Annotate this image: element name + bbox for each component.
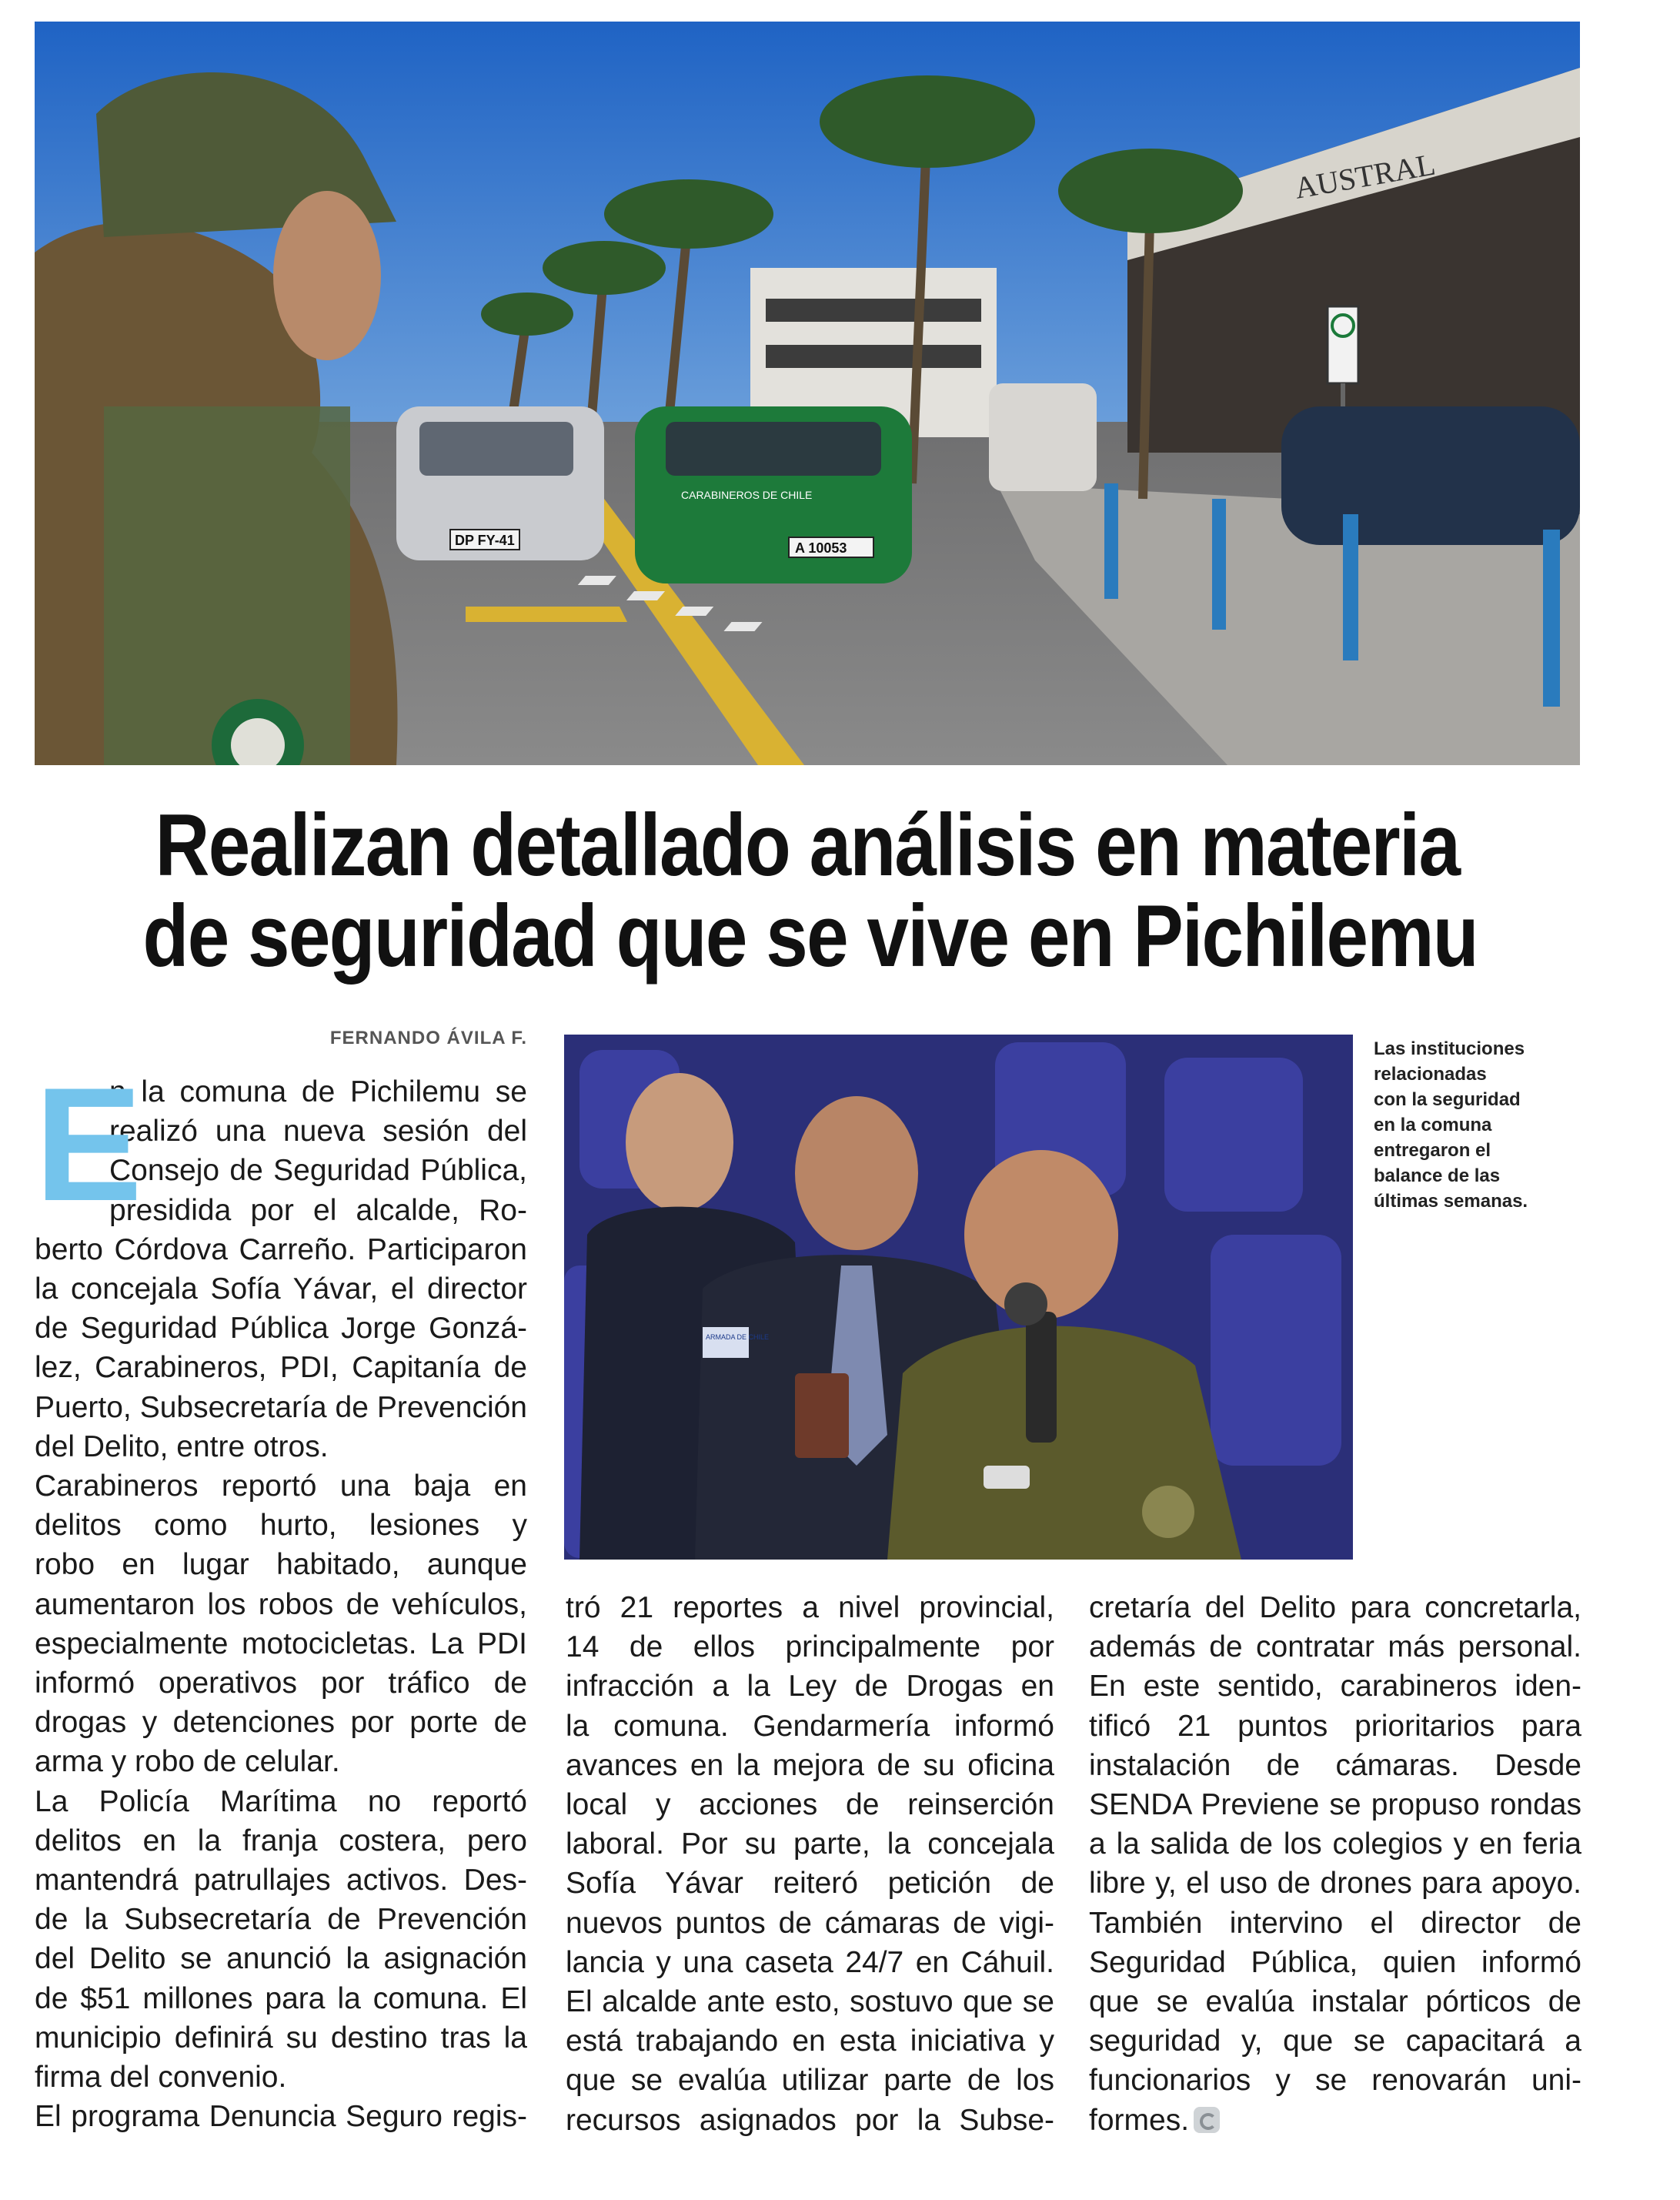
col1-line: de $51 millones para la comuna. El	[35, 1981, 527, 2015]
caption-line: relacionadas	[1374, 1064, 1487, 1085]
caption-line: entregaron el	[1374, 1140, 1491, 1161]
hero-photo	[35, 22, 1580, 765]
col1-line: drogas y detenciones por porte de	[35, 1706, 527, 1740]
caption-line: con la seguridad	[1374, 1089, 1521, 1110]
col1-line: lez, Carabineros, PDI, Capitanía de	[35, 1351, 527, 1385]
col3-line: además de contratar más personal.	[1089, 1630, 1581, 1664]
col1-line: mantendrá patrullajes activos. Des-	[35, 1864, 527, 1897]
headline-line-2: de seguridad que se vive en Pichilemu	[142, 888, 1478, 985]
col3-line: SENDA Previene se propuso rondas	[1089, 1788, 1581, 1822]
meeting-illustration	[564, 1035, 1353, 1560]
council-meeting-photo	[564, 1035, 1353, 1560]
col1-line: robo en lugar habitado, aunque	[35, 1548, 527, 1582]
col3-last-line	[1089, 2101, 1581, 2140]
col3-line: Seguridad Pública, quien informó	[1089, 1945, 1581, 1979]
col2-line: está trabajando en esta iniciativa y	[566, 2024, 1054, 2058]
col1-line: la concejala Sofía Yávar, el director	[35, 1272, 527, 1306]
byline: FERNANDO ÁVILA F.	[329, 1028, 527, 1048]
caption-line: Las instituciones	[1374, 1038, 1525, 1059]
col1-line: n la comuna de Pichilemu se	[109, 1075, 527, 1108]
col1-line: del Delito, entre otros.	[35, 1429, 329, 1463]
col1-line: del Delito se anunció la asignación	[35, 1942, 527, 1976]
street-scene-illustration	[35, 22, 1580, 765]
col1-line: delitos como hurto, lesiones y	[35, 1509, 527, 1543]
caption-line: en la comuna	[1374, 1115, 1492, 1135]
col1-line: especialmente motocicletas. La PDI	[35, 1627, 527, 1660]
col1-line: El programa Denuncia Seguro regis-	[35, 2100, 527, 2134]
col1-line: municipio definirá su destino tras la	[35, 2021, 527, 2055]
col3-line: formes.	[1089, 2103, 1190, 2137]
end-of-article-icon	[1194, 2107, 1220, 2133]
col1-line: Carabineros reportó una baja en	[35, 1469, 527, 1503]
col3-line: En este sentido, carabineros iden-	[1089, 1670, 1581, 1703]
austral-sign: AUSTRAL	[1291, 146, 1438, 206]
caption-line: balance de las	[1374, 1165, 1501, 1186]
col1-line: Consejo de Seguridad Pública,	[109, 1154, 527, 1188]
col2-line: Sofía Yávar reiteró petición de	[566, 1867, 1054, 1901]
col2-line: laboral. Por su parte, la concejala	[566, 1827, 1054, 1861]
col2-line: nuevos puntos de cámaras de vigi-	[566, 1906, 1054, 1940]
article-column-1	[35, 1054, 527, 2136]
col2-line: local y acciones de reinserción	[566, 1788, 1054, 1822]
col2-line: la comuna. Gendarmería informó	[566, 1709, 1054, 1743]
col1-line: presidida por el alcalde, Ro-	[109, 1193, 527, 1227]
col3-line: También intervino el director de	[1089, 1906, 1581, 1940]
col1-line: aumentaron los robos de vehículos,	[35, 1587, 527, 1621]
col2-line: recursos asignados por la Subse-	[566, 2103, 1054, 2137]
col3-line: tificó 21 puntos prioritarios para	[1089, 1709, 1581, 1743]
col2-line: avances en la mejora de su oficina	[566, 1748, 1054, 1782]
col3-line: libre y, el uso de drones para apoyo.	[1089, 1867, 1581, 1901]
caption-line: últimas semanas.	[1374, 1191, 1528, 1212]
col1-line: La Policía Marítima no reportó	[35, 1784, 527, 1818]
col1-line: realizó una nueva sesión del	[109, 1115, 527, 1148]
plate-silver-suv: DP FY-41	[455, 533, 515, 548]
col2-line: infracción a la Ley de Drogas en	[566, 1670, 1054, 1703]
col3-line: seguridad y, que se capacitará a	[1089, 2024, 1581, 2058]
photo-caption	[1374, 1036, 1581, 1214]
col3-line: cretaría del Delito para concretarla,	[1089, 1591, 1581, 1624]
plate-police-car: A 10053	[795, 540, 847, 556]
col1-line: firma del convenio.	[35, 2061, 287, 2095]
col1-line: Puerto, Subsecretaría de Prevención	[35, 1390, 527, 1424]
col1-line: informó operativos por tráfico de	[35, 1667, 527, 1700]
dropcap-paragraph	[35, 1054, 527, 1235]
headline-line-1: Realizan detallado análisis en materia	[155, 797, 1460, 894]
col2-line: 14 de ellos principalmente por	[566, 1630, 1054, 1664]
col2-line: El alcalde ante esto, sostuvo que se	[566, 1985, 1054, 2019]
col1-line: delitos en la franja costera, pero	[35, 1824, 527, 1857]
col3-line: a la salida de los colegios y en feria	[1089, 1827, 1581, 1861]
col2-line: que se evalúa utilizar parte de los	[566, 2064, 1054, 2098]
article-column-2	[566, 1588, 1054, 2140]
dropcap-letter: E	[35, 1054, 143, 1235]
col2-line: tró 21 reportes a nivel provincial,	[566, 1591, 1054, 1624]
col1-line: de la Subsecretaría de Prevención	[35, 1903, 527, 1937]
col3-line: que se evalúa instalar pórticos de	[1089, 1985, 1581, 2019]
col3-line: funcionarios y se renovarán uni-	[1089, 2064, 1581, 2098]
police-car-label: CARABINEROS DE CHILE	[681, 489, 813, 501]
armada-badge-text: ARMADA DE CHILE	[706, 1333, 770, 1341]
article-column-3	[1089, 1588, 1581, 2140]
col2-line: lancia y una caseta 24/7 en Cáhuil.	[566, 1945, 1054, 1979]
col3-line: instalación de cámaras. Desde	[1089, 1748, 1581, 1782]
article-headline	[142, 797, 1478, 985]
col1-line: berto Córdova Carreño. Participaron	[35, 1232, 527, 1266]
col1-line: arma y robo de celular.	[35, 1745, 340, 1779]
col1-line: de Seguridad Pública Jorge Gonzá-	[35, 1312, 527, 1346]
